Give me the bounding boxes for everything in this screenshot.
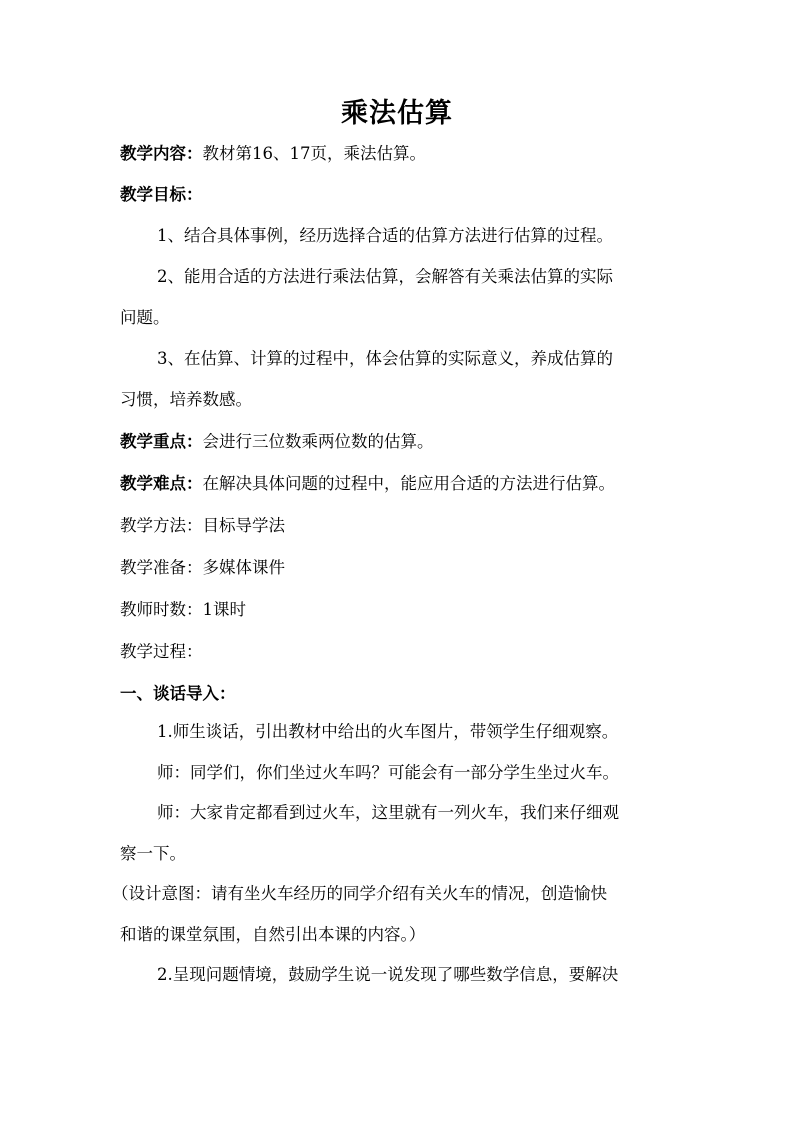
key-point-line xyxy=(120,430,680,454)
teacher-line-1: 师：同学们，你们坐过火车吗？可能会有一部分学生坐过火车。 xyxy=(157,763,619,782)
goal-2-continuation: 问题。 xyxy=(120,308,170,327)
teaching-content-label: 教学内容： xyxy=(120,144,203,163)
document-title: 乘法估算 xyxy=(341,98,453,129)
difficult-point-label: 教学难点： xyxy=(120,474,203,493)
teacher-line-2: 师：大家肯定都看到过火车，这里就有一列火车，我们来仔细观 xyxy=(157,803,619,822)
section-one-label: 一、谈话导入： xyxy=(120,684,236,703)
difficult-point-text: 在解决具体问题的过程中，能应用合适的方法进行估算。 xyxy=(202,474,615,493)
teaching-method-line: 教学方法：目标导学法 xyxy=(120,516,285,535)
design-intent-line: （设计意图：请有坐火车经历的同学介绍有关火车的情况，创造愉快 xyxy=(112,884,607,903)
step-1-line: 1.师生谈话，引出教材中给出的火车图片，带领学生仔细观察。 xyxy=(157,722,619,741)
section-one-heading xyxy=(120,682,680,706)
teaching-process-line: 教学过程： xyxy=(120,642,203,661)
key-point-label: 教学重点： xyxy=(120,432,203,451)
teacher-line-2-continuation: 察一下。 xyxy=(120,844,186,863)
key-point-text: 会进行三位数乘两位数的估算。 xyxy=(202,432,434,451)
goal-1-line: 1、结合具体事例，经历选择合适的估算方法进行估算的过程。 xyxy=(157,226,613,245)
teaching-preparation-line: 教学准备：多媒体课件 xyxy=(120,558,285,577)
goal-2-line: 2、能用合适的方法进行乘法估算，会解答有关乘法估算的实际 xyxy=(157,267,613,286)
design-intent-continuation: 和谐的课堂氛围，自然引出本课的内容。） xyxy=(120,925,426,944)
teaching-goals-label: 教学目标： xyxy=(120,185,203,204)
teaching-content-text: 教材第16、17页，乘法估算。 xyxy=(202,144,426,163)
step-2-line: 2.呈现问题情境，鼓励学生说一说发现了哪些数学信息，要解决 xyxy=(157,965,619,984)
goal-3-continuation: 习惯，培养数感。 xyxy=(120,390,252,409)
teaching-goals-line xyxy=(120,183,680,207)
goal-3-line: 3、在估算、计算的过程中，体会估算的实际意义，养成估算的 xyxy=(157,349,613,368)
teaching-content-line xyxy=(120,142,680,166)
difficult-point-line xyxy=(120,472,680,496)
class-hours-line: 教师时数：1课时 xyxy=(120,600,246,619)
